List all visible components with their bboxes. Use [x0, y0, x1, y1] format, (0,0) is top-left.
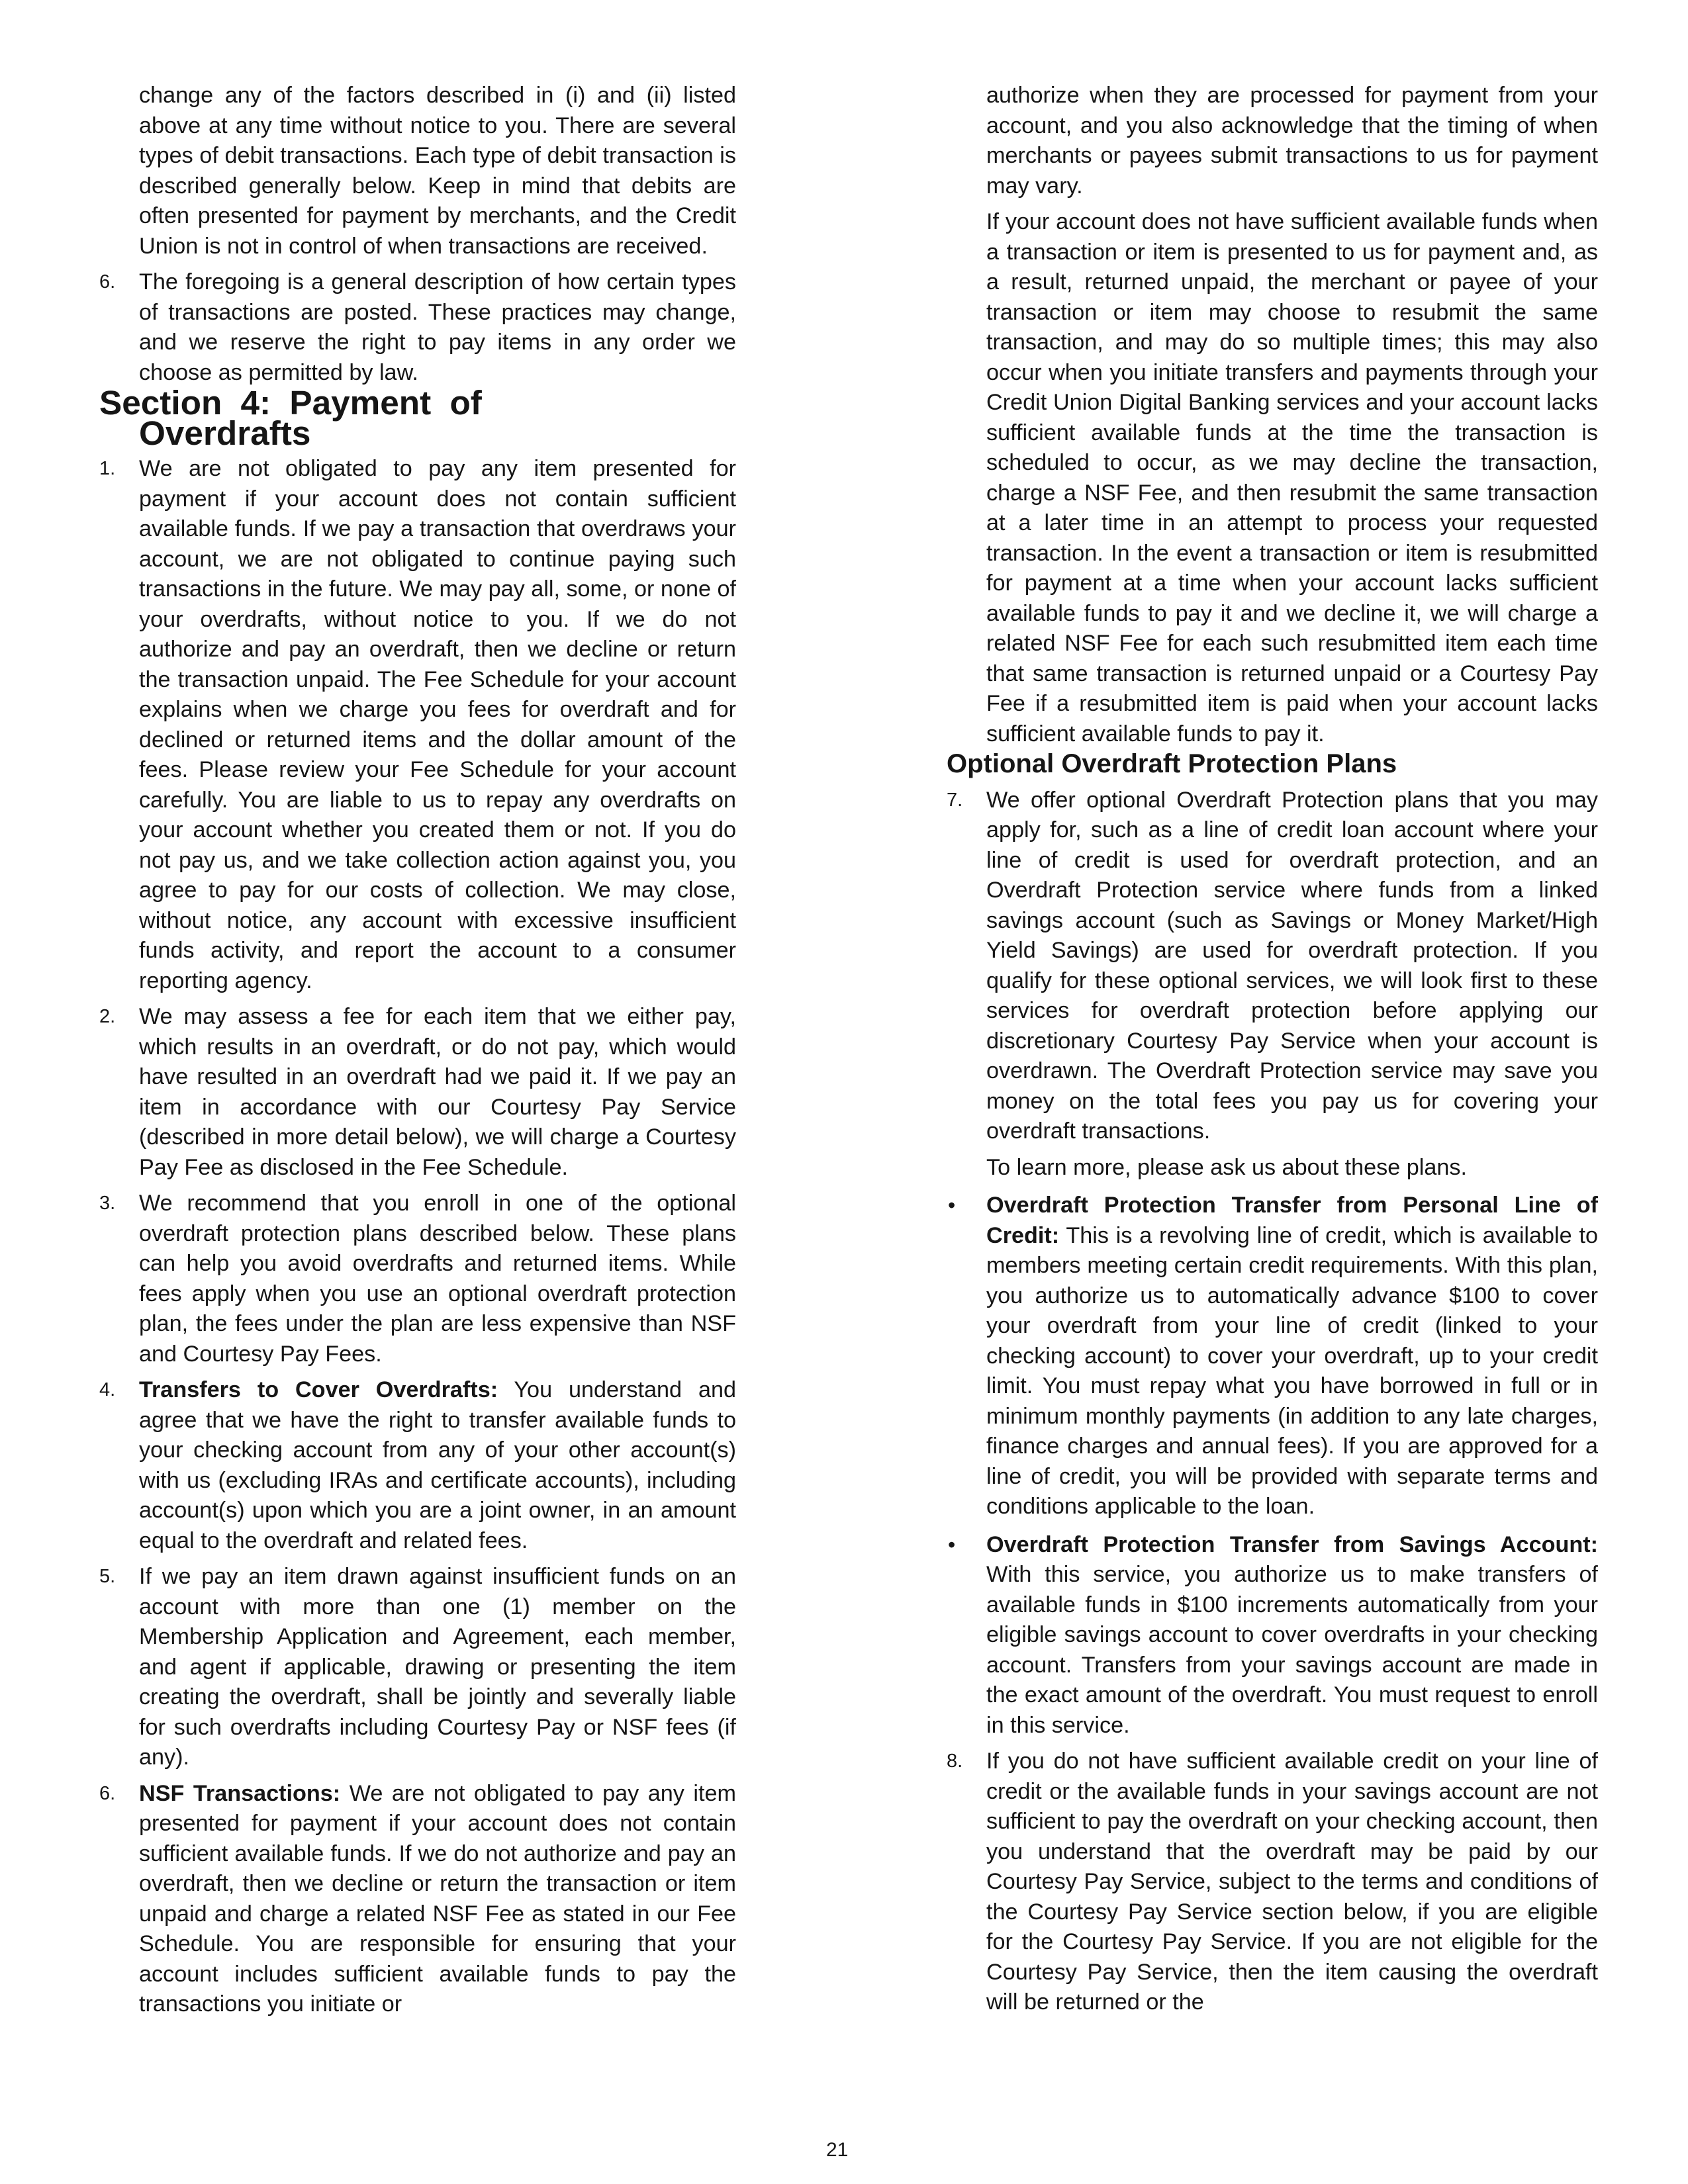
item-number: 5.: [99, 1566, 116, 1587]
bullet-icon: •: [948, 1193, 956, 1217]
list-item-1: [99, 454, 736, 996]
item-7-followup: To learn more, please ask us about these plans.: [986, 1154, 1467, 1180]
list-item-4: [99, 1375, 736, 1556]
item-text: We are not obligated to pay any item presented for payment if your account does not contain sufficient available funds. If we pay a transaction that overdraws your account, we are not obligated to continue paying such transactions in the future. We may pay all, some, or none of your overdrafts, without notice to you. If we do not authorize and pay an overdraft, then we decline or return the transaction unpaid. The Fee Schedule for your account explains when we charge you fees for overdraft and for declined or returned items and the dollar amount of the fees. Please review your Fee Schedule for your account carefully. You are liable to us to repay any overdrafts on your account whether you created them or not. If you do not pay us, and we take collection action against you, you agree to pay for our costs of collection. We may close, without notice, any account with excessive insufficient funds activity, and report the account to a consumer reporting agency.: [139, 456, 736, 993]
bullet-icon: •: [948, 1532, 956, 1557]
item-number: 8.: [947, 1751, 963, 1772]
list-item-2: [99, 1002, 736, 1183]
right-column: [947, 81, 1598, 2018]
bullet-lead: Overdraft Protection Transfer from Savings Account:: [986, 1531, 1598, 1557]
item-text: The foregoing is a general description of how certain types of transactions are posted. These practices may change, and we reserve the right to pay items in any order we choose as permitted by law.: [139, 269, 736, 385]
list-item-8: [947, 1747, 1598, 2018]
page-number: 21: [826, 2139, 849, 2161]
list-item-7: [947, 786, 1598, 1147]
item-number: 4.: [99, 1379, 116, 1400]
continued-paragraph-2: If your account does not have sufficient available funds when a transaction or item is presented to us for payment and, as a result, returned unpaid, the merchant or payee of your transaction or item may choose to resubmit the same transaction, and may do so multiple times; this may also occur when you initiate transfers and payments through your Credit Union Digital Banking services and your account lacks sufficient available funds at the time the transaction is scheduled to occur, as we may decline the transaction, charge a NSF Fee, and then resubmit the same transaction at a later time in an attempt to process your requested transaction. In the event a transaction or item is resubmitted for payment at a time when your account lacks sufficient available funds to pay it and we decline it, we will charge a related NSF Fee for each such resubmitted item each time that same transaction is returned unpaid or a Courtesy Pay Fee if a resubmitted item is paid when your account lacks sufficient available funds to pay it.: [986, 209, 1598, 747]
item-text: If you do not have sufficient available credit on your line of credit or the available funds in your savings account are not sufficient to pay the overdraft on your checking account, then you understand that the overdraft may be paid by our Courtesy Pay Service, subject to the terms and conditions of the Courtesy Pay Service section below, if you are eligible for the Courtesy Pay Service. If you are not eligible for the Courtesy Pay Service, then the item causing the overdraft will be returned or the: [986, 1749, 1598, 2015]
continued-paragraph-1: authorize when they are processed for payment from your account, and you also acknowledge that the timing of when merchants or payees submit transactions to us for payment may vary.: [986, 83, 1598, 199]
item-number: 6.: [99, 271, 116, 293]
item-text: We may assess a fee for each item that we either pay, which results in an overdraft, or do not pay, which would have resulted in an overdraft had we paid it. If we pay an item in accordance with our Courtesy Pay Service (described in more detail below), we will charge a Courtesy Pay Fee as disclosed in the Fee Schedule.: [139, 1004, 736, 1180]
item-text: We are not obligated to pay any item presented for payment if your account does not contain sufficient available funds. If we do not authorize and pay an overdraft, then we decline or return the transaction or item unpaid and charge a related NSF Fee as stated in our Fee Schedule. You are responsible for ensuring that your account includes sufficient available funds to pay the transactions you initiate or: [139, 1780, 736, 2017]
item-number: 3.: [99, 1193, 116, 1214]
section-heading-line2: Overdrafts: [139, 414, 311, 452]
subheading-optional-plans: Optional Overdraft Protection Plans: [947, 749, 1397, 778]
item-number: 1.: [99, 458, 116, 479]
item-text: If we pay an item drawn against insufficient funds on an account with more than one (1) member on the Membership Application and Agreement, each member, and agent if applicable, drawing or presenting the item creating the overdraft, shall be jointly and severally liable for such overdrafts including Courtesy Pay or NSF fees (if any).: [139, 1564, 736, 1770]
intro-paragraph: change any of the factors described in (i) and (ii) listed above at any time without notice to you. There are several types of debit transactions. Each type of debit transaction is described generally below. Keep in mind that debits are often presented for payment by merchants, and the Credit Union is not in control of when transactions are received.: [139, 83, 736, 259]
item-text: We offer optional Overdraft Protection plans that you may apply for, such as a line of credit loan account where your line of credit is used for overdraft protection, and an Overdraft Protection service where funds from a linked savings account (such as Savings or Money Market/High Yield Savings) are used for overdraft protection. If you qualify for these optional services, we will look first to these services for overdraft protection before applying our discretionary Courtesy Pay Service when your account is overdrawn. The Overdraft Protection service may save you money on the total fees you pay us for covering your overdraft transactions.: [986, 787, 1598, 1144]
item-text: You understand and agree that we have the right to transfer available funds to your checking account from any of your other account(s) with us (excluding IRAs and certificate accounts), including account(s) upon which you are a joint owner, in an amount equal to the overdraft and related fees.: [139, 1377, 736, 1553]
item-lead: Transfers to Cover Overdrafts:: [139, 1377, 498, 1402]
item-text: We recommend that you enroll in one of the optional overdraft protection plans described below. These plans can help you avoid overdrafts and returned items. While fees apply when you use an optional overdraft protection plan, the fees under the plan are less expensive than NSF and Courtesy Pay Fees.: [139, 1191, 736, 1367]
item-lead: NSF Transactions:: [139, 1780, 341, 1806]
bullet-lead: Overdraft Protection Transfer from Personal Line of Credit:: [986, 1193, 1598, 1248]
bullet-item-savings-account: [947, 1530, 1598, 1741]
bullet-text: This is a revolving line of credit, which is available to members meeting certain credit requirements. With this plan, you authorize us to automatically advance $100 to cover your overdraft from your line of credit (linked to your checking account) to cover your overdraft, up to your credit limit. You must repay what you have borrowed in full or in minimum monthly payments (in addition to any late charges, finance charges and annual fees). If you are approved for a line of credit, you will be provided with separate terms and conditions applicable to the loan.: [986, 1222, 1598, 1519]
section-heading: [99, 384, 736, 452]
item-number: 7.: [947, 789, 963, 811]
section-heading-line1: Section 4: Payment of: [99, 384, 482, 422]
list-item-3: [99, 1189, 736, 1369]
list-item-6: [99, 1779, 736, 2020]
item-number: 2.: [99, 1006, 116, 1027]
list-item-5: [99, 1562, 736, 1773]
bullet-text: With this service, you authorize us to make transfers of available funds in $100 increments automatically from your eligible savings account to cover overdrafts in your checking account. Transfers from your savings account are made in the exact amount of the overdraft. You must request to enroll in this service.: [986, 1562, 1598, 1738]
left-column: [99, 81, 736, 2020]
item-number: 6.: [99, 1782, 116, 1804]
bullet-item-line-of-credit: [947, 1191, 1598, 1522]
list-item-prev-6: [99, 267, 736, 388]
